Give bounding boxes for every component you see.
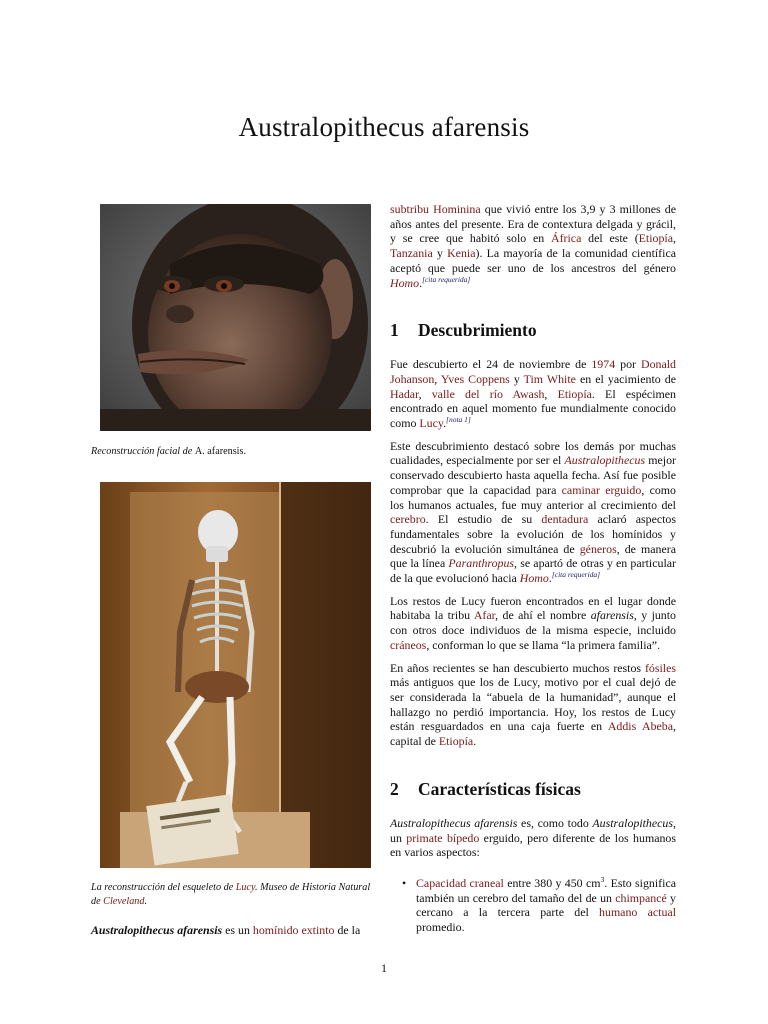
link-etiopia-2[interactable]: Etiopía bbox=[557, 386, 592, 401]
species-name: Australopithecus afarensis bbox=[91, 923, 223, 937]
link-tanzania[interactable]: Tanzania bbox=[390, 246, 433, 261]
page-number: 1 bbox=[381, 961, 387, 975]
link-donald-johanson[interactable]: Donald Johanson bbox=[390, 357, 676, 386]
citation-needed[interactable]: [cita requerida] bbox=[422, 274, 471, 284]
link-cerebro[interactable]: cerebro bbox=[390, 512, 426, 527]
link-kenia[interactable]: Kenia bbox=[447, 246, 476, 261]
intro-paragraph: Australopithecus afarensis es un homínido extinto de la bbox=[91, 923, 361, 937]
link-humano-actual[interactable]: humano actual bbox=[599, 905, 677, 920]
section-heading-2: 2 Características físicas bbox=[390, 778, 581, 799]
link-hominido-extinto[interactable]: homínido extinto bbox=[252, 923, 335, 937]
paragraph-physical-1: Australopithecus afarensis es, como todo Australopithecus, un primate bípedo erguido, pero diferente de los humanos en varios aspectos: bbox=[390, 815, 676, 860]
caption-species: A. afarensis. bbox=[194, 446, 247, 457]
ape-face-image bbox=[100, 204, 371, 431]
link-addis-abeba[interactable]: Addis Abeba bbox=[607, 719, 674, 734]
link-lucy-2[interactable]: Lucy bbox=[419, 416, 444, 431]
paragraph-discovery-1: Fue descubierto el 24 de noviembre de 1974 por Donald Johanson, Yves Coppens y Tim White en el yacimiento de Hadar, valle del río Awash, Etiopía. El espécimen encontrado en aquel momento fue mundialmente conocido como Lucy.[nota 1] bbox=[390, 357, 676, 431]
link-etiopia[interactable]: Etiopía bbox=[638, 231, 674, 246]
paragraph-discovery-3: Los restos de Lucy fueron encontrados en el lugar donde habitaba la tribu Afar, de ahí el nombre afarensis, y junto con otros doce individuos de la misma especie, incluido cráneos, conforman lo que se llama “la primera familia”. bbox=[390, 593, 677, 652]
caption-text: Reconstrucción facial de bbox=[91, 446, 193, 457]
figure-caption-1 bbox=[91, 445, 381, 459]
link-paranthropus[interactable]: Paranthropus bbox=[448, 556, 515, 571]
link-generos[interactable]: géneros bbox=[579, 541, 617, 556]
footnote-ref[interactable]: [nota 1] bbox=[446, 415, 471, 425]
link-chimpance[interactable]: chimpancé bbox=[615, 890, 667, 905]
list-item: • Capacidad craneal entre 380 y 450 $cm^3$. Esto significa también un cerebro del tamaño del de un chimpancé y cercano a la tercera parte del humano actual promedio. bbox=[416, 876, 676, 935]
paragraph-discovery-2: Este descubrimiento destacó sobre los demás por muchas cualidades, especialmente por ser el Australopithecus mejor conservado descubierto hasta aquella fecha. Así fue posible comprobar que la capacidad para caminar erguido, como los humanos actuales, fue muy anterior al crecimiento del cerebro. El estudio de su dentadura aclaró aspectos fundamentales sobre la evolución de los homínidos y descubrió la evolución simultánea de géneros, de manera que la línea Paranthropus, se apartó de otras y en particular de la que evolucionó hacia Homo.[cita requerida] bbox=[390, 438, 676, 586]
page-title: Australopithecus afarensis bbox=[238, 112, 530, 142]
link-yves-coppens[interactable]: Yves Coppens bbox=[440, 371, 510, 386]
link-hadar[interactable]: Hadar bbox=[390, 386, 419, 401]
link-subtribu[interactable]: subtribu Hominina bbox=[390, 202, 481, 216]
link-tim-white[interactable]: Tim White bbox=[523, 371, 576, 386]
link-primate-bipedo[interactable]: primate bípedo bbox=[406, 830, 480, 845]
link-africa[interactable]: África bbox=[551, 231, 582, 246]
link-cleveland[interactable]: Cleveland bbox=[103, 896, 145, 907]
skeleton-display-image bbox=[100, 482, 371, 868]
link-capacidad-craneal[interactable]: Capacidad craneal bbox=[416, 875, 504, 890]
link-caminar-erguido[interactable]: caminar erguido bbox=[561, 482, 642, 497]
section-heading-1: 1 Descubrimiento bbox=[390, 320, 537, 341]
link-afar[interactable]: Afar bbox=[473, 608, 496, 623]
link-valle-awash[interactable]: valle del río Awash bbox=[431, 386, 545, 401]
paragraph-intro-cont: subtribu Hominina que vivió entre los 3,9 y 3 millones de años antes del presente. Era de contextura delgada y grácil, y se cree que habitó solo en África del este (Etiopía, Tanzania y Kenia). La mayoría de la comunidad científica aceptó que puede ser uno de los ancestros del género Homo.[cita requerida] bbox=[390, 202, 676, 290]
bullet-list bbox=[390, 876, 676, 935]
link-craneos[interactable]: cráneos bbox=[390, 637, 427, 652]
citation-needed-2[interactable]: [cita requerida] bbox=[551, 570, 601, 580]
link-fosiles[interactable]: fósiles bbox=[644, 660, 676, 675]
link-etiopia-3[interactable]: Etiopía bbox=[438, 734, 474, 749]
paragraph-discovery-4: En años recientes se han descubierto muchos restos fósiles más antiguos que los de Lucy, motivo por el cual dejó de ser considerada la “abuela de la humanidad”, aunque el hallazgo no perdió importancia. Hoy, los restos de Lucy están resguardados en una caja fuerte en Addis Abeba, capital de Etiopía. bbox=[390, 660, 677, 749]
link-1974[interactable]: 1974 bbox=[591, 357, 616, 372]
link-homo-2[interactable]: Homo bbox=[519, 571, 549, 586]
figure-caption-2: La reconstrucción del esqueleto de Lucy. Museo de Historia Natural de Cleveland. bbox=[91, 882, 371, 907]
link-lucy[interactable]: Lucy bbox=[235, 882, 256, 893]
right-column bbox=[390, 202, 676, 935]
link-dentadura[interactable]: dentadura bbox=[541, 512, 589, 527]
link-homo[interactable]: Homo bbox=[390, 275, 420, 290]
link-australopithecus[interactable]: Australopithecus bbox=[564, 453, 646, 468]
